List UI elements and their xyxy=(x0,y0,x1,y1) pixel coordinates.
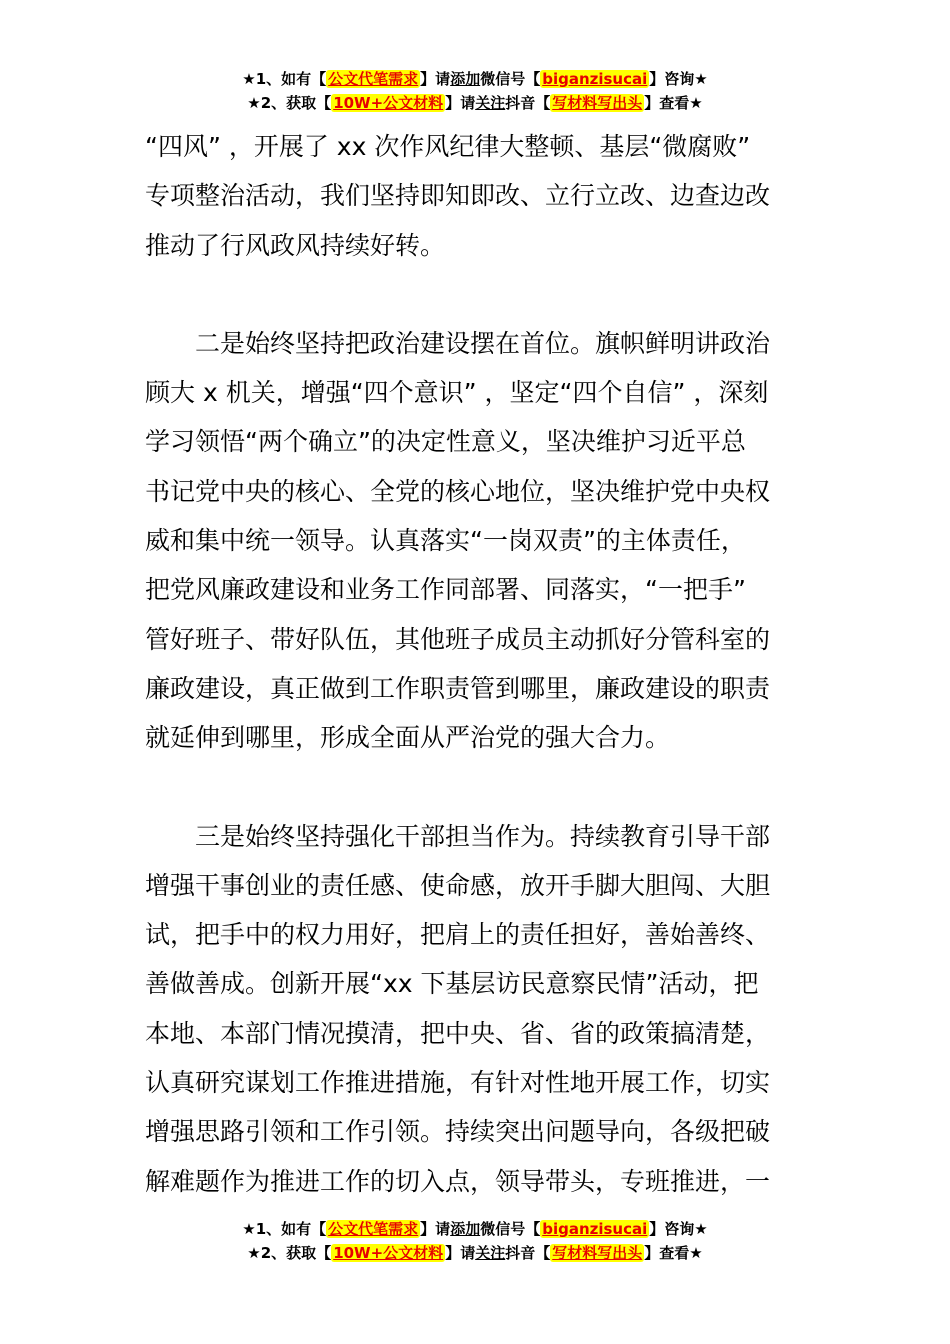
text-line: 认真研究谋划工作推进措施，有针对性地开展工作，切实 xyxy=(145,1068,771,1098)
header-banner xyxy=(0,67,950,115)
banner-text: 抖音【 xyxy=(505,1244,551,1262)
highlight-douyin-account: 写材料写出头 xyxy=(552,94,643,112)
banner-text: 】请 xyxy=(445,94,476,112)
banner-underline-text: 关注 xyxy=(475,94,506,112)
banner-text: 】请 xyxy=(445,1244,476,1262)
text-line: “四风” ，开展了 xx 次作风纪律大整顿、基层“微腐败” xyxy=(145,132,751,161)
banner-line-1 xyxy=(0,67,950,91)
text-line: 廉政建设，真正做到工作职责管到哪里，廉政建设的职责 xyxy=(145,673,771,703)
banner-text: 】请 xyxy=(420,1220,451,1238)
highlight-materials: 10W+公文材料 xyxy=(333,94,444,112)
text-line: 顾大 x 机关，增强“四个意识” ，坚定“四个自信” ，深刻 xyxy=(145,378,769,408)
text-line: 增强干事创业的责任感、使命感，放开手脚大胆闯、大胆 xyxy=(145,870,771,900)
text-line: 专项整治活动，我们坚持即知即改、立行立改、边查边改 xyxy=(145,181,771,211)
text-line: 书记党中央的核心、全党的核心地位，坚决维护党中央权 xyxy=(145,476,771,506)
banner-underline-text: 添加 xyxy=(450,70,481,88)
text-line: 本地、本部门情况摸清，把中央、省、省的政策搞清楚， xyxy=(145,1018,771,1048)
paragraph-1 xyxy=(145,122,805,270)
paragraph-3 xyxy=(145,812,805,1206)
banner-text: ★1、如有【 xyxy=(242,70,327,88)
highlight-wechat-id: biganzisucai xyxy=(542,1220,648,1238)
text-line: 管好班子、带好队伍，其他班子成员主动抓好分管科室的 xyxy=(145,624,771,654)
text-line: 解难题作为推进工作的切入点，领导带头，专班推进，一 xyxy=(145,1166,771,1196)
text-line: 推动了行风政风持续好转。 xyxy=(145,230,446,260)
banner-text: 】请 xyxy=(420,70,451,88)
text-line: 学习领悟“两个确立”的决定性意义，坚决维护习近平总 xyxy=(145,427,746,457)
banner-text: 】查看★ xyxy=(644,94,703,112)
text-line: 善做善成。创新开展“xx 下基层访民意察民情”活动，把 xyxy=(145,969,759,999)
highlight-douyin-account: 写材料写出头 xyxy=(552,1244,643,1262)
paragraph-2 xyxy=(145,319,805,763)
highlight-wechat-id: biganzisucai xyxy=(542,70,648,88)
banner-text: ★2、获取【 xyxy=(247,1244,332,1262)
banner-line-2 xyxy=(0,1241,950,1265)
text-line: 就延伸到哪里，形成全面从严治党的强大合力。 xyxy=(145,723,671,753)
banner-text: ★1、如有【 xyxy=(242,1220,327,1238)
banner-text: 抖音【 xyxy=(505,94,551,112)
banner-line-2 xyxy=(0,91,950,115)
banner-text: 】查看★ xyxy=(644,1244,703,1262)
text-line: 三是始终坚持强化干部担当作为。持续教育引导干部 xyxy=(195,821,771,851)
highlight-service: 公文代笔需求 xyxy=(328,1220,419,1238)
banner-text: 微信号【 xyxy=(480,1220,541,1238)
text-line: 二是始终坚持把政治建设摆在首位。旗帜鲜明讲政治 xyxy=(195,328,771,358)
banner-underline-text: 添加 xyxy=(450,1220,481,1238)
banner-underline-text: 关注 xyxy=(475,1244,506,1262)
banner-line-1 xyxy=(0,1217,950,1241)
document-body xyxy=(145,122,805,1206)
text-line: 增强思路引领和工作引领。持续突出问题导向，各级把破 xyxy=(145,1117,771,1147)
text-line: 试，把手中的权力用好，把肩上的责任担好，善始善终、 xyxy=(145,920,771,950)
footer-banner xyxy=(0,1217,950,1265)
banner-text: 】咨询★ xyxy=(649,70,708,88)
banner-text: 微信号【 xyxy=(480,70,541,88)
highlight-service: 公文代笔需求 xyxy=(328,70,419,88)
banner-text: 】咨询★ xyxy=(649,1220,708,1238)
text-line: 把党风廉政建设和业务工作同部署、同落实，“一把手” xyxy=(145,575,746,605)
text-line: 威和集中统一领导。认真落实“一岗双责”的主体责任， xyxy=(145,526,746,556)
highlight-materials: 10W+公文材料 xyxy=(333,1244,444,1262)
banner-text: ★2、获取【 xyxy=(247,94,332,112)
